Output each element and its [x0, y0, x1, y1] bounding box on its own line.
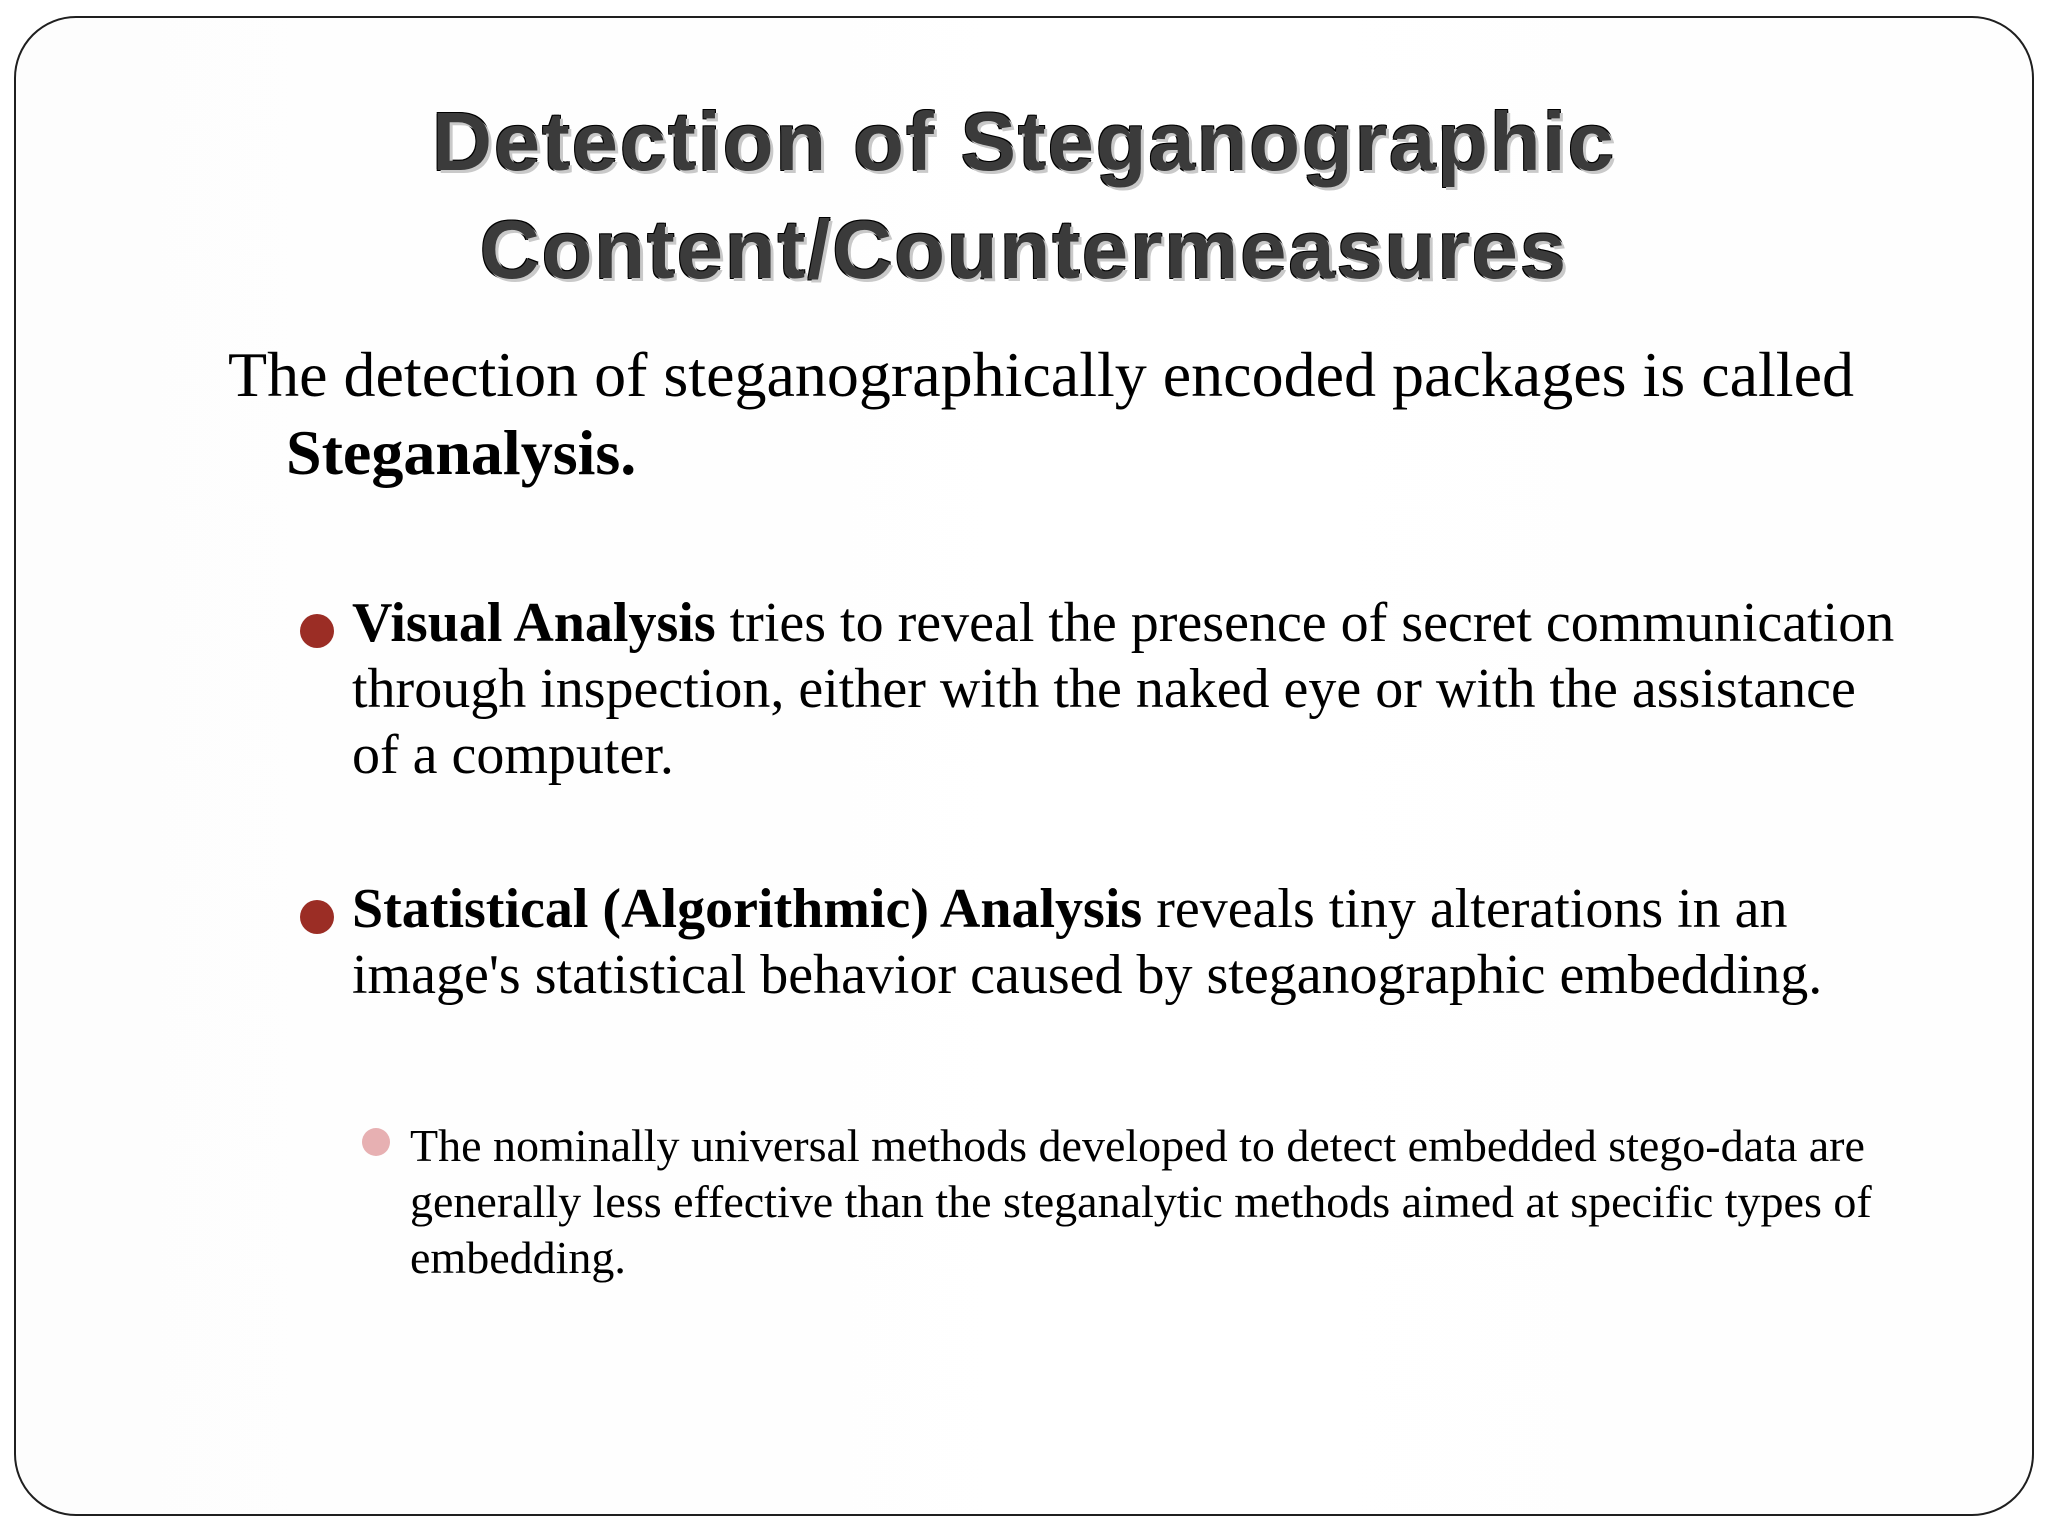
- bullet-text: [352, 590, 1912, 788]
- intro-term-steganalysis: Steganalysis.: [286, 417, 637, 488]
- slide-title-line-2: Content/Countermeasures: [479, 203, 1569, 296]
- slide-title: [0, 88, 2048, 304]
- bullet-lead-term: Visual Analysis: [352, 592, 716, 654]
- bullet-body-text: reveals tiny alterations in an image's statistical behavior caused by steganographic embedding.: [352, 878, 1823, 1006]
- bullet-body-text: tries to reveal the presence of secret communication through inspection, either with the naked eye or with the assistance of a computer.: [352, 592, 1895, 786]
- bullet-dot-icon: [300, 900, 334, 934]
- intro-text: The detection of steganographically encoded packages is called: [228, 339, 1854, 410]
- bullet-text: [352, 876, 1912, 1008]
- intro-paragraph: [228, 336, 1966, 492]
- slide-title-line-1: Detection of Steganographic: [432, 95, 1616, 188]
- bullet-dot-icon: [300, 614, 334, 648]
- bullet-lead-term: Statistical (Algorithmic) Analysis: [352, 878, 1143, 940]
- sub-bullet-dot-icon: [362, 1128, 390, 1156]
- sub-bullet-text: The nominally universal methods developed to detect embedded stego-data are generally less effective than the steganalytic methods aimed at specific types of embedding.: [410, 1120, 1872, 1283]
